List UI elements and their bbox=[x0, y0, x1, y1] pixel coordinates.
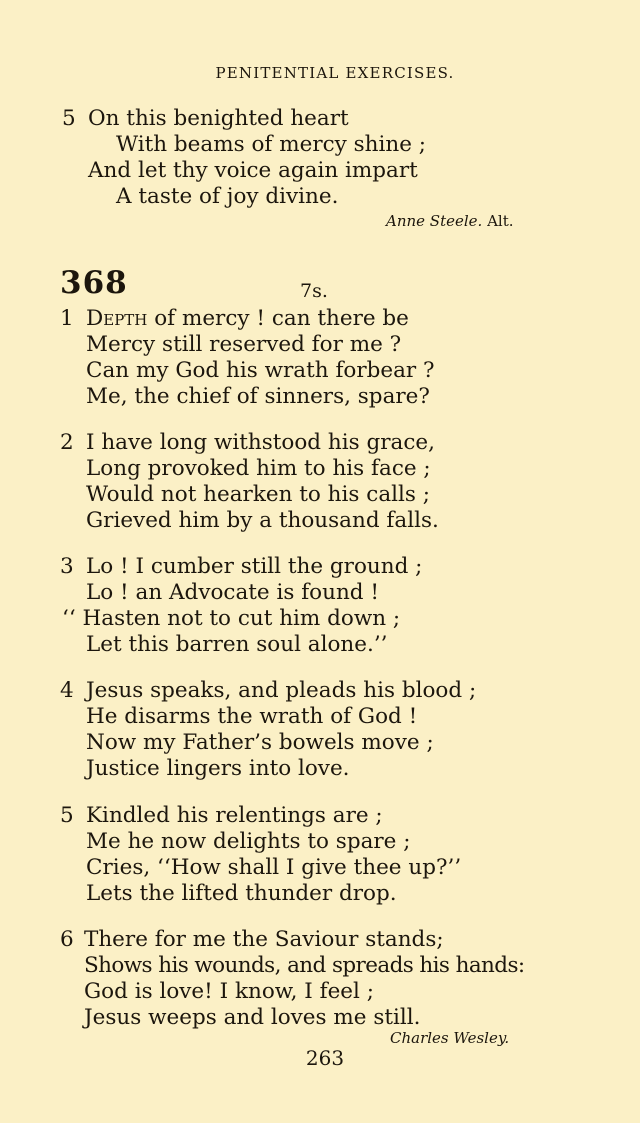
first-word: Depth bbox=[86, 306, 148, 331]
verse-line: Kindled his relentings are ; bbox=[86, 803, 383, 828]
verse-line: Can my God his wrath forbear ? bbox=[86, 358, 435, 383]
stanza-number: 5 bbox=[62, 106, 76, 131]
verse-line: Me, the chief of sinners, spare? bbox=[86, 384, 430, 409]
verse-line: Would not hearken to his calls ; bbox=[86, 482, 430, 507]
verse-line: Long provoked him to his face ; bbox=[86, 456, 431, 481]
verse-line: Let this barren soul alone.’’ bbox=[86, 632, 388, 657]
stanza-number: 6 bbox=[60, 927, 74, 952]
first-line-rest: of mercy ! can there be bbox=[147, 306, 409, 331]
verse-line: Lets the lifted thunder drop. bbox=[86, 881, 397, 906]
hymn-number: 368 bbox=[60, 265, 128, 301]
stanza-number: 2 bbox=[60, 430, 74, 455]
verse-line: Cries, ‘‘How shall I give thee up?’’ bbox=[86, 855, 462, 880]
verse-line: Me he now delights to spare ; bbox=[86, 829, 411, 854]
running-head: PENITENTIAL EXERCISES. bbox=[215, 64, 455, 82]
verse-line: And let thy voice again impart bbox=[88, 158, 418, 183]
verse-line: On this benighted heart bbox=[88, 106, 349, 131]
stanza-number: 1 bbox=[60, 306, 74, 331]
verse-line: With beams of mercy shine ; bbox=[116, 132, 427, 157]
stanza-number: 4 bbox=[60, 678, 74, 703]
author-note: Alt. bbox=[487, 212, 514, 230]
verse-line: ‘‘ Hasten not to cut him down ; bbox=[62, 606, 401, 631]
verse-line: Jesus weeps and loves me still. bbox=[84, 1005, 421, 1030]
verse-line-first bbox=[86, 308, 409, 330]
hymn-attribution: Charles Wesley. bbox=[390, 1029, 510, 1047]
verse-line: I have long withstood his grace, bbox=[86, 430, 435, 455]
verse-line: There for me the Saviour stands; bbox=[84, 927, 444, 952]
verse-line: Shows his wounds, and spreads his hands: bbox=[84, 953, 525, 978]
page-number: 263 bbox=[305, 1046, 345, 1070]
stanza-number: 5 bbox=[60, 803, 74, 828]
verse-line: Now my Father’s bowels move ; bbox=[86, 730, 434, 755]
verse-line: Mercy still reserved for me ? bbox=[86, 332, 402, 357]
author-name: Anne Steele. bbox=[386, 212, 483, 230]
prev-hymn-attribution bbox=[386, 214, 514, 229]
stanza-number: 3 bbox=[60, 554, 74, 579]
hymn-meter: 7s. bbox=[300, 280, 328, 302]
verse-line: Grieved him by a thousand falls. bbox=[86, 508, 439, 533]
verse-line: He disarms the wrath of God ! bbox=[86, 704, 418, 729]
verse-line: Justice lingers into love. bbox=[86, 756, 350, 781]
verse-line: Lo ! I cumber still the ground ; bbox=[86, 554, 423, 579]
verse-line: God is love! I know, I feel ; bbox=[84, 979, 374, 1004]
verse-line: Lo ! an Advocate is found ! bbox=[86, 580, 380, 605]
verse-line: A taste of joy divine. bbox=[116, 184, 339, 209]
verse-line: Jesus speaks, and pleads his blood ; bbox=[86, 678, 477, 703]
